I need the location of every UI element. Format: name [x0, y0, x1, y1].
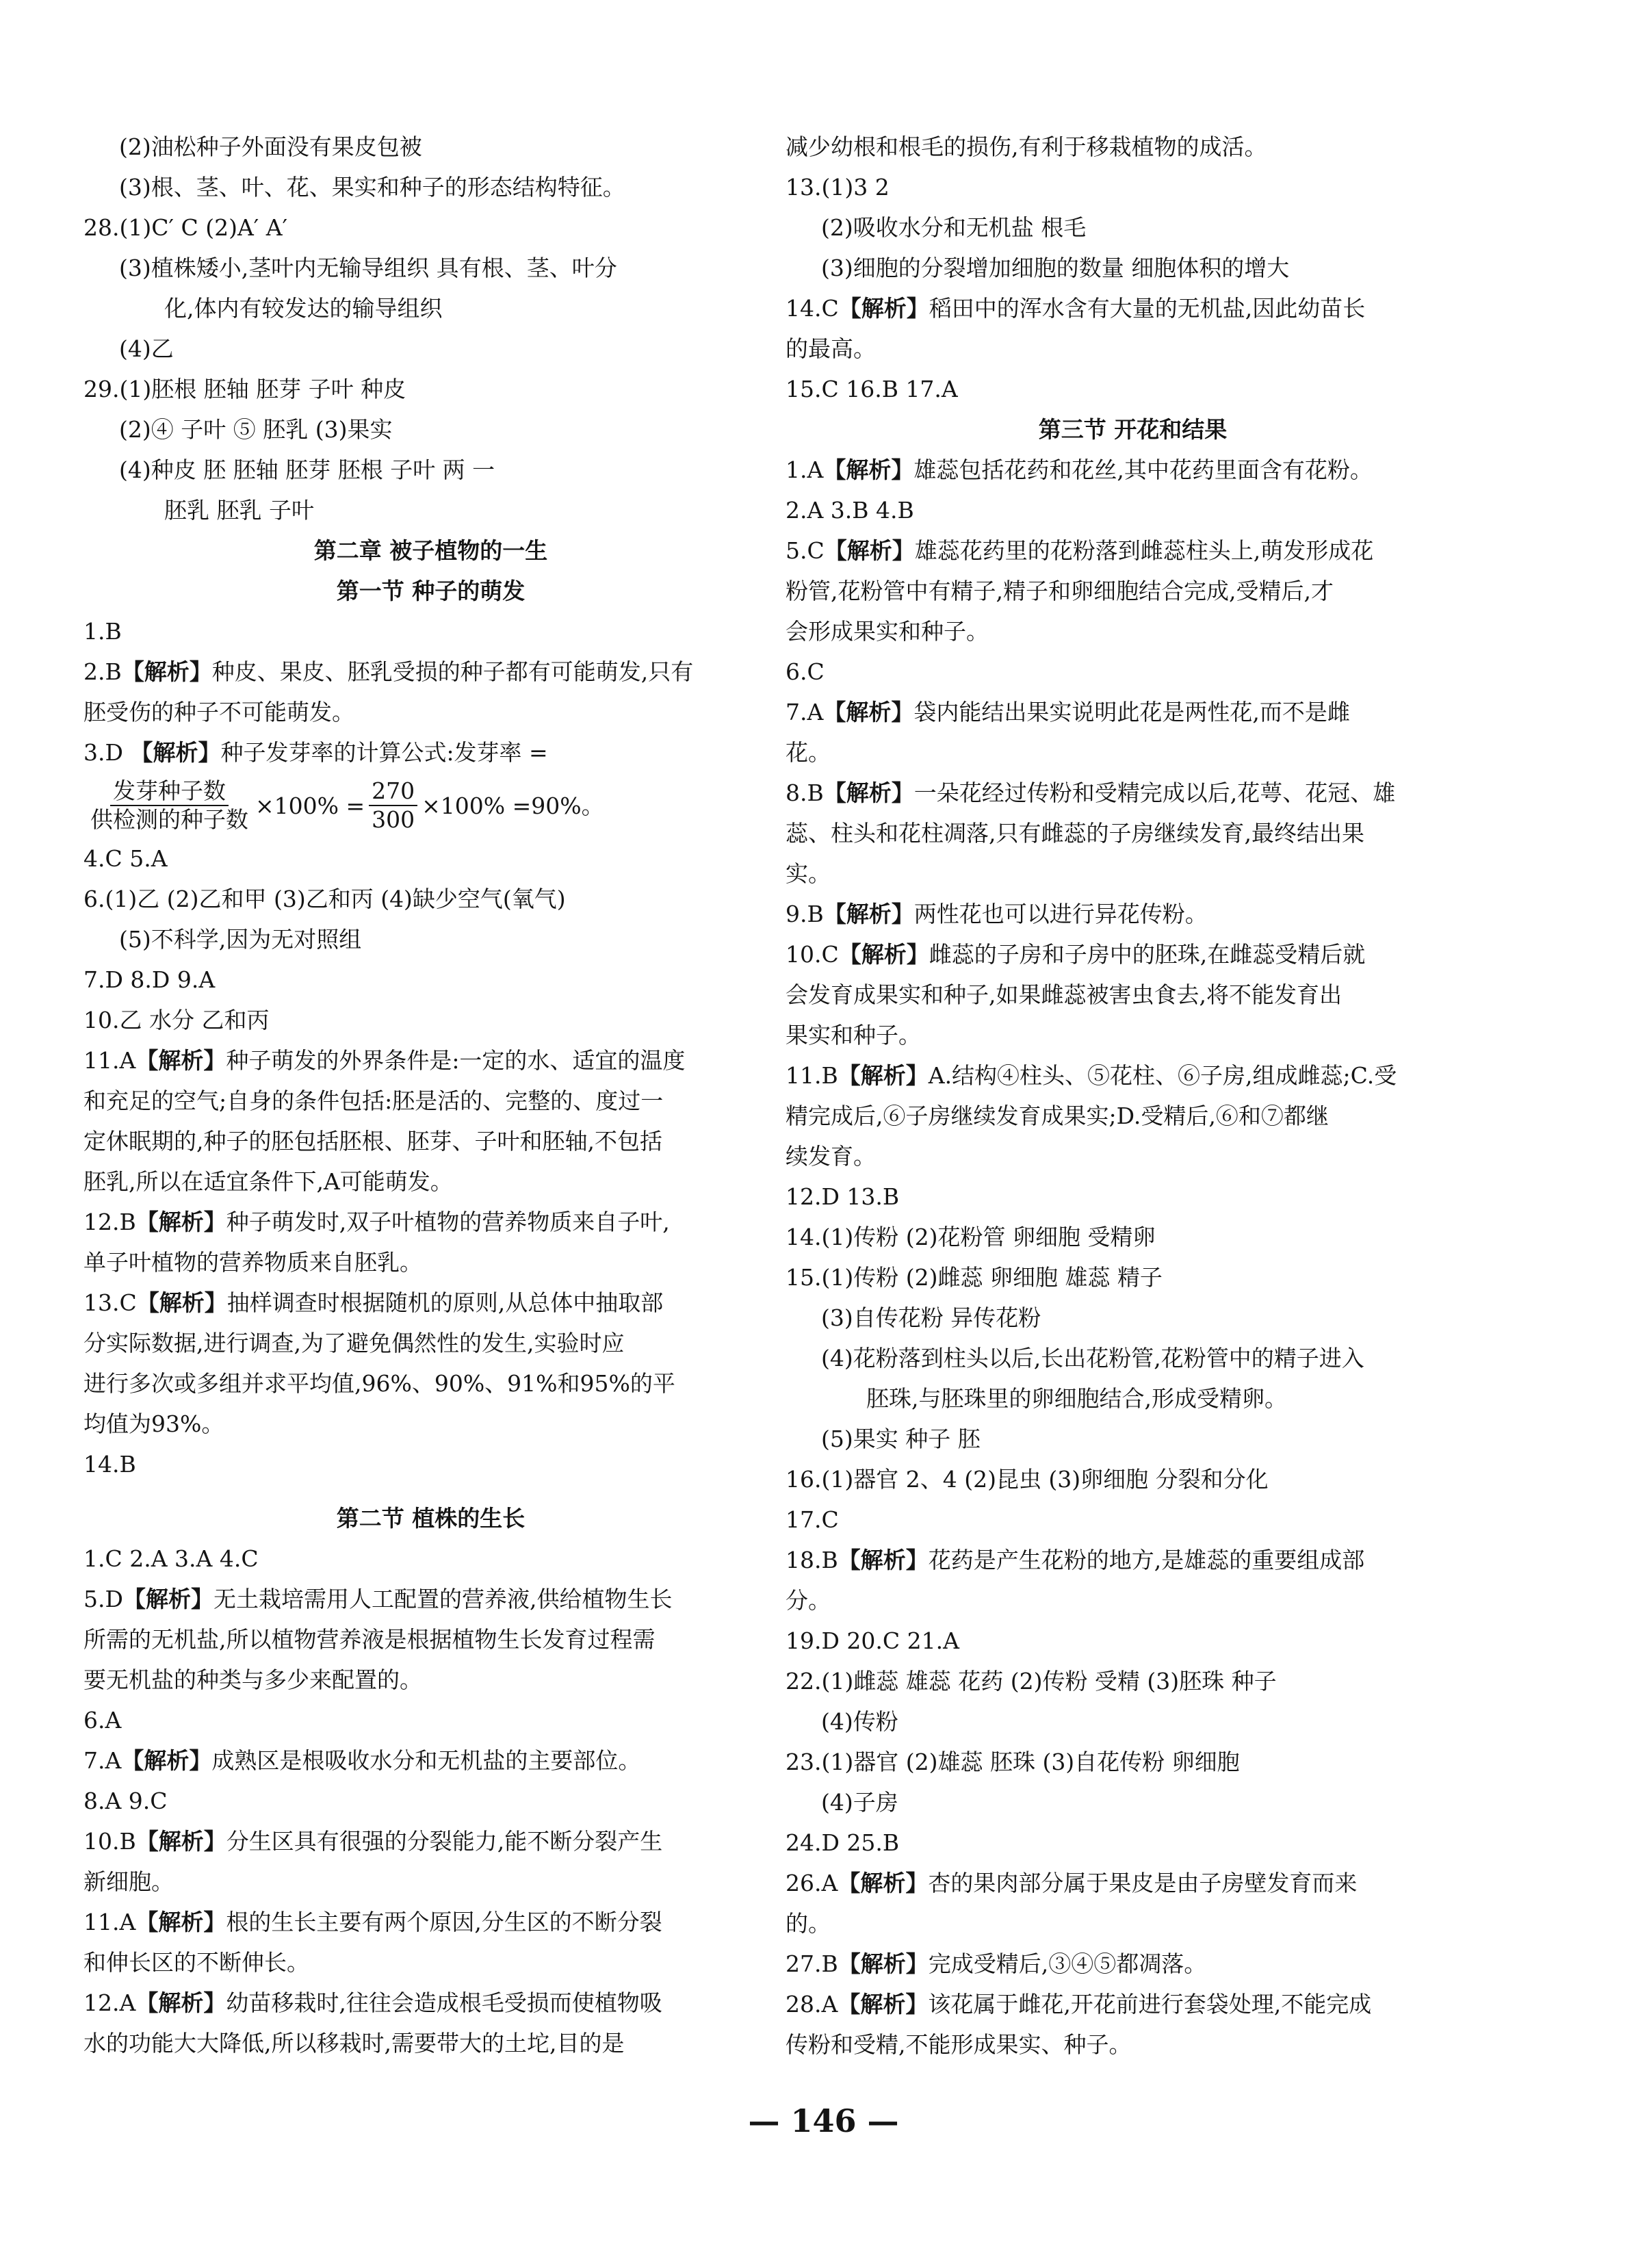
analysis-tag: 【解析】 — [121, 658, 212, 685]
answer-line — [786, 1863, 1480, 1903]
answer-number: 新细胞。 — [83, 1868, 174, 1895]
answer-number: 水的功能大大降低,所以移栽时,需要带大的土坨,目的是 — [83, 2030, 625, 2057]
analysis-tag: 【解析】 — [135, 1209, 226, 1235]
answer-number: 28.A — [786, 1991, 838, 2018]
analysis-tag: 【解析】 — [130, 739, 221, 766]
analysis-tag: 【解析】 — [838, 1062, 929, 1089]
answer-line — [83, 490, 778, 530]
answer-number: 27.B — [786, 1950, 838, 1977]
answer-number: 的最高。 — [786, 335, 876, 362]
answer-line — [83, 1283, 778, 1323]
answer-line — [786, 369, 1480, 409]
answer-line — [786, 127, 1480, 167]
answer-number: 胚受伤的种子不可能萌发。 — [83, 699, 354, 725]
answer-number: 定休眠期的,种子的胚包括胚根、胚芽、子叶和胚轴,不包括 — [83, 1128, 662, 1155]
answer-number: 11.A — [83, 1047, 136, 1074]
answer-number: 分。 — [786, 1587, 831, 1614]
answer-line — [83, 1161, 778, 1202]
answer-line — [786, 1944, 1480, 1984]
answer-number: 29.(1)胚根 胚轴 胚芽 子叶 种皮 — [83, 376, 406, 402]
answer-number: 单子叶植物的营养物质来自胚乳。 — [83, 1249, 422, 1276]
answer-number: (4)花粉落到柱头以后,长出花粉管,花粉管中的精子进入 — [821, 1345, 1364, 1371]
formula-line — [83, 773, 778, 838]
formula-operator: ×100% = — [255, 792, 365, 819]
answer-line — [786, 1378, 1480, 1419]
fraction-numerator: 270 — [369, 777, 417, 806]
answer-line — [83, 450, 778, 490]
answer-line — [83, 732, 778, 773]
answer-number: 传粉和受精,不能形成果实、种子。 — [786, 2031, 1132, 2058]
answer-line — [83, 1242, 778, 1283]
answer-line — [786, 248, 1480, 288]
answer-number: 16.(1)器官 2、4 (2)昆虫 (3)卵细胞 分裂和分化 — [786, 1466, 1269, 1493]
answer-line — [83, 1983, 778, 2023]
fraction — [369, 777, 417, 834]
answer-line — [83, 1902, 778, 1942]
answer-number: 精完成后,⑥子房继续发育成果实;D.受精后,⑥和⑦都继 — [786, 1103, 1329, 1129]
answer-number: 8.B — [786, 779, 824, 806]
answer-line — [786, 1701, 1480, 1742]
answer-number: (2)油松种子外面没有果皮包被 — [119, 133, 422, 160]
section-heading: 第一节 种子的萌发 — [336, 578, 526, 604]
right-column — [786, 127, 1480, 2065]
answer-number: 6.A — [83, 1707, 122, 1734]
answer-line — [83, 1700, 778, 1740]
fraction-denominator: 300 — [372, 806, 415, 833]
answer-line — [786, 611, 1480, 652]
answer-number: (5)果实 种子 胚 — [821, 1426, 981, 1452]
answer-number: 15.(1)传粉 (2)雌蕊 卵细胞 雄蕊 精子 — [786, 1264, 1163, 1291]
section-heading: 第三节 开花和结果 — [1038, 416, 1228, 443]
answer-number: 12.A — [83, 1989, 136, 2016]
answer-line — [786, 652, 1480, 692]
answer-line — [83, 207, 778, 248]
analysis-tag: 【解析】 — [136, 1289, 227, 1316]
analysis-tag: 【解析】 — [838, 295, 929, 322]
page-number: — 146 — — [748, 2102, 899, 2139]
answer-line — [786, 1257, 1480, 1298]
answer-line — [83, 167, 778, 207]
answer-number: 1.C 2.A 3.A 4.C — [83, 1545, 259, 1572]
answer-number: 1.A — [786, 456, 824, 483]
answer-line — [786, 1338, 1480, 1378]
answer-number: (2)吸收水分和无机盐 根毛 — [821, 214, 1087, 241]
answer-number: 7.A — [83, 1747, 122, 1774]
answer-number: (4)子房 — [821, 1789, 898, 1816]
answer-number: 13.(1)3 2 — [786, 174, 890, 201]
answer-line — [786, 1055, 1480, 1096]
analysis-text: 花药是产生花粉的地方,是雄蕊的重要组成部 — [928, 1547, 1365, 1573]
answer-line — [83, 1363, 778, 1404]
answer-number: 11.A — [83, 1909, 136, 1935]
answer-line — [83, 879, 778, 919]
analysis-text: 成熟区是根吸收水分和无机盐的主要部位。 — [211, 1747, 641, 1774]
answer-number: 12.B — [83, 1209, 136, 1235]
answer-number: 和充足的空气;自身的条件包括:胚是活的、完整的、度过一 — [83, 1087, 664, 1114]
answer-number: 1.B — [83, 618, 122, 645]
analysis-tag: 【解析】 — [824, 537, 915, 564]
analysis-text: 两性花也可以进行异花传粉。 — [913, 901, 1208, 927]
answer-number: 胚珠,与胚珠里的卵细胞结合,形成受精卵。 — [866, 1385, 1287, 1412]
answer-line — [83, 127, 778, 167]
analysis-text: 种皮、果皮、胚乳受损的种子都有可能萌发,只有 — [211, 658, 694, 685]
answer-number: 7.A — [786, 699, 824, 725]
answer-number: 均值为93%。 — [83, 1410, 224, 1437]
answer-number: 续发育。 — [786, 1143, 876, 1170]
answer-number: 5.C — [786, 537, 825, 564]
analysis-text: 雄蕊包括花药和花丝,其中花药里面含有花粉。 — [913, 456, 1373, 483]
answer-line — [786, 1621, 1480, 1661]
analysis-tag: 【解析】 — [135, 1909, 226, 1935]
analysis-tag: 【解析】 — [122, 1586, 213, 1612]
answer-line — [83, 919, 778, 959]
answer-line — [83, 1444, 778, 1484]
answer-number: 19.D 20.C 21.A — [786, 1627, 959, 1654]
answer-line — [786, 853, 1480, 894]
analysis-tag: 【解析】 — [135, 1989, 226, 2016]
answer-number: 10.B — [83, 1828, 136, 1855]
answer-line — [83, 1781, 778, 1821]
analysis-tag: 【解析】 — [823, 456, 914, 483]
analysis-tag: 【解析】 — [823, 901, 914, 927]
answer-number: 12.D 13.B — [786, 1183, 900, 1210]
answer-line — [786, 1903, 1480, 1944]
answer-number: 会发育成果实和种子,如果雌蕊被害虫食去,将不能发育出 — [786, 981, 1342, 1008]
answer-line — [786, 813, 1480, 853]
answer-line — [786, 773, 1480, 813]
answer-line — [786, 1540, 1480, 1580]
answer-line — [786, 1782, 1480, 1822]
answer-number: (3)细胞的分裂增加细胞的数量 细胞体积的增大 — [821, 255, 1290, 281]
answer-line — [83, 1121, 778, 1161]
answer-line — [83, 652, 778, 692]
answer-number: 分实际数据,进行调查,为了避免偶然性的发生,实验时应 — [83, 1330, 625, 1356]
answer-line — [83, 611, 778, 652]
answer-number: 14.C — [786, 295, 839, 322]
answer-number: 6.C — [786, 658, 825, 685]
analysis-text: 分生区具有很强的分裂能力,能不断分裂产生 — [226, 1828, 663, 1855]
analysis-tag: 【解析】 — [135, 1047, 226, 1074]
answer-number: 11.B — [786, 1062, 838, 1089]
answer-number: 要无机盐的种类与多少来配置的。 — [83, 1666, 422, 1693]
analysis-text: 雄蕊花药里的花粉落到雌蕊柱头上,萌发形成花 — [914, 537, 1374, 564]
answer-number: (5)不科学,因为无对照组 — [119, 926, 362, 953]
section-heading: 第二章 被子植物的一生 — [313, 537, 548, 564]
answer-line — [786, 167, 1480, 207]
answer-number: 28.(1)C′ C (2)A′ A′ — [83, 214, 288, 241]
answer-number: 7.D 8.D 9.A — [83, 966, 216, 993]
analysis-text: 稻田中的浑水含有大量的无机盐,因此幼苗长 — [929, 295, 1366, 322]
answer-line — [786, 1822, 1480, 1863]
analysis-tag: 【解析】 — [135, 1828, 226, 1855]
answer-number: 胚乳,所以在适宜条件下,A可能萌发。 — [83, 1168, 453, 1195]
answer-line — [786, 1176, 1480, 1217]
answer-line — [83, 2023, 778, 2063]
answer-number: 花。 — [786, 739, 831, 766]
analysis-text: 一朵花经过传粉和受精完成以后,花萼、花冠、雄 — [913, 779, 1396, 806]
analysis-text: 幼苗移栽时,往往会造成根毛受损而使植物吸 — [226, 1989, 662, 2016]
answer-number: 10.C — [786, 941, 839, 968]
answer-line — [786, 1984, 1480, 2024]
answer-line — [83, 248, 778, 288]
answer-line — [83, 1861, 778, 1902]
analysis-text: 该花属于雌花,开花前进行套袋处理,不能完成 — [928, 1991, 1372, 2018]
analysis-text: A.结构④柱头、⑤花柱、⑥子房,组成雌蕊;C.受 — [928, 1062, 1397, 1089]
answer-line — [786, 1217, 1480, 1257]
answer-line — [786, 975, 1480, 1015]
formula-result: ×100% =90%。 — [422, 792, 604, 819]
answer-line — [786, 934, 1480, 975]
answer-line — [786, 450, 1480, 490]
answer-number: 的。 — [786, 1910, 831, 1937]
answer-number: 化,体内有较发达的输导组织 — [164, 295, 443, 322]
section-heading: 第二节 植株的生长 — [336, 1505, 526, 1532]
answer-line — [83, 1538, 778, 1579]
answer-number: 2.A 3.B 4.B — [786, 497, 914, 524]
analysis-text: 根的生长主要有两个原因,分生区的不断分裂 — [226, 1909, 662, 1935]
answer-line — [83, 409, 778, 450]
answer-number: 和伸长区的不断伸长。 — [83, 1949, 309, 1976]
answer-number: 6.(1)乙 (2)乙和甲 (3)乙和丙 (4)缺少空气(氧气) — [83, 886, 566, 912]
answer-line — [83, 692, 778, 732]
answer-number: (3)自传花粉 异传花粉 — [821, 1304, 1041, 1331]
answer-number: 实。 — [786, 860, 831, 887]
fraction — [88, 777, 251, 834]
answer-line — [786, 894, 1480, 934]
answer-line — [786, 571, 1480, 611]
answer-number: 果实和种子。 — [786, 1022, 921, 1048]
answer-number: 14.B — [83, 1451, 136, 1478]
answer-number: 减少幼根和根毛的损伤,有利于移栽植物的成活。 — [786, 133, 1267, 160]
analysis-tag: 【解析】 — [121, 1747, 212, 1774]
answer-number: 18.B — [786, 1547, 838, 1573]
analysis-text: 雌蕊的子房和子房中的胚珠,在雌蕊受精后就 — [929, 941, 1366, 968]
answer-line — [83, 1323, 778, 1363]
answer-line — [83, 369, 778, 409]
answer-number: (4)乙 — [119, 335, 174, 362]
answer-number: (4)种皮 胚 胚轴 胚芽 胚根 子叶 两 一 — [119, 456, 495, 483]
answer-line — [83, 1000, 778, 1040]
answer-line — [786, 2024, 1480, 2065]
answer-line — [83, 959, 778, 1000]
answer-line — [786, 1742, 1480, 1782]
answer-line — [786, 692, 1480, 732]
analysis-tag: 【解析】 — [823, 699, 914, 725]
analysis-text: 完成受精后,③④⑤都凋落。 — [928, 1950, 1207, 1977]
answer-line — [83, 1740, 778, 1781]
answer-number: 粉管,花粉管中有精子,精子和卵细胞结合完成,受精后,才 — [786, 578, 1334, 604]
answer-line — [786, 1096, 1480, 1136]
answer-line — [83, 1619, 778, 1660]
answer-number: 26.A — [786, 1870, 838, 1896]
analysis-tag: 【解析】 — [838, 1991, 929, 2018]
analysis-text: 抽样调查时根据随机的原则,从总体中抽取部 — [226, 1289, 664, 1316]
answer-line — [786, 1136, 1480, 1176]
answer-number: 胚乳 胚乳 子叶 — [164, 497, 314, 524]
fraction-numerator: 发芽种子数 — [110, 777, 229, 806]
answer-number: 进行多次或多组并求平均值,96%、90%、91%和95%的平 — [83, 1370, 675, 1397]
answer-line — [786, 1015, 1480, 1055]
answer-line — [83, 1579, 778, 1619]
analysis-text: 无土栽培需用人工配置的营养液,供给植物生长 — [213, 1586, 673, 1612]
analysis-text: 袋内能结出果实说明此花是两性花,而不是雌 — [913, 699, 1350, 725]
left-column — [83, 127, 778, 2063]
analysis-tag: 【解析】 — [838, 1950, 929, 1977]
answer-number: 14.(1)传粉 (2)花粉管 卵细胞 受精卵 — [786, 1224, 1156, 1250]
answer-line — [786, 1580, 1480, 1621]
analysis-text: 种子发芽率的计算公式:发芽率 = — [220, 739, 548, 766]
answer-number: 10.乙 水分 乙和丙 — [83, 1007, 270, 1033]
answer-line — [83, 328, 778, 369]
analysis-text: 种子萌发的外界条件是:一定的水、适宜的温度 — [226, 1047, 686, 1074]
answer-line — [83, 838, 778, 879]
answer-number: 13.C — [83, 1289, 137, 1316]
answer-line — [786, 530, 1480, 571]
answer-line — [83, 1040, 778, 1081]
answer-line — [83, 1404, 778, 1444]
answer-number: (2)④ 子叶 ⑤ 胚乳 (3)果实 — [119, 416, 393, 443]
answer-line — [83, 1081, 778, 1121]
answer-number: 5.D — [83, 1586, 123, 1612]
analysis-tag: 【解析】 — [838, 1547, 929, 1573]
answer-line — [786, 1499, 1480, 1540]
answer-line — [786, 1459, 1480, 1499]
answer-number: 9.B — [786, 901, 824, 927]
answer-number: 22.(1)雌蕊 雄蕊 花药 (2)传粉 受精 (3)胚珠 种子 — [786, 1668, 1277, 1694]
answer-number: 会形成果实和种子。 — [786, 618, 989, 645]
answer-line — [786, 328, 1480, 369]
answer-line — [786, 1298, 1480, 1338]
answer-number: 15.C 16.B 17.A — [786, 376, 958, 402]
answer-number: 17.C — [786, 1506, 839, 1533]
answer-number: 3.D — [83, 739, 131, 766]
answer-number: (3)根、茎、叶、花、果实和种子的形态结构特征。 — [119, 174, 625, 201]
answer-number: 4.C 5.A — [83, 845, 168, 872]
fraction-denominator: 供检测的种子数 — [90, 806, 248, 833]
analysis-tag: 【解析】 — [823, 779, 914, 806]
analysis-tag: 【解析】 — [838, 941, 929, 968]
answer-line — [786, 1419, 1480, 1459]
answer-number: (3)植株矮小,茎叶内无输导组织 具有根、茎、叶分 — [119, 255, 617, 281]
analysis-text: 杏的果肉部分属于果皮是由子房壁发育而来 — [928, 1870, 1358, 1896]
answer-line — [786, 288, 1480, 328]
analysis-text: 种子萌发时,双子叶植物的营养物质来自子叶, — [226, 1209, 670, 1235]
analysis-tag: 【解析】 — [838, 1870, 929, 1896]
answer-number: 8.A 9.C — [83, 1788, 168, 1814]
answer-line — [83, 1942, 778, 1983]
answer-number: 24.D 25.B — [786, 1829, 900, 1856]
answer-line — [83, 288, 778, 328]
answer-line — [786, 490, 1480, 530]
answer-line — [83, 1660, 778, 1700]
answer-number: (4)传粉 — [821, 1708, 898, 1735]
answer-line — [83, 1202, 778, 1242]
answer-line — [83, 1821, 778, 1861]
answer-line — [786, 732, 1480, 773]
answer-number: 蕊、柱头和花柱凋落,只有雌蕊的子房继续发育,最终结出果 — [786, 820, 1364, 847]
answer-number: 所需的无机盐,所以植物营养液是根据植物生长发育过程需 — [83, 1626, 656, 1653]
answer-number: 23.(1)器官 (2)雄蕊 胚珠 (3)自花传粉 卵细胞 — [786, 1749, 1240, 1775]
answer-line — [786, 207, 1480, 248]
answer-line — [786, 1661, 1480, 1701]
answer-number: 2.B — [83, 658, 122, 685]
